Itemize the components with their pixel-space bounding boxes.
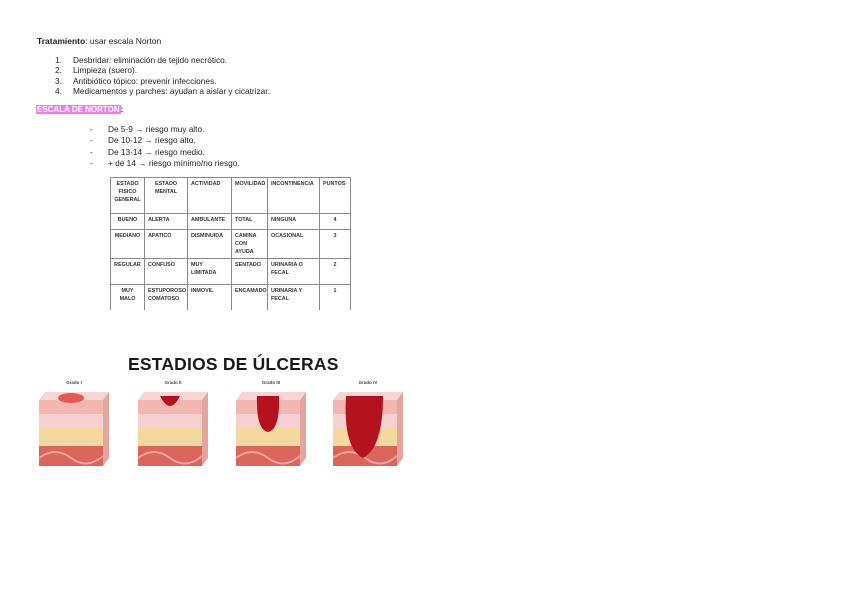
stage-label: Grado I <box>66 380 82 385</box>
heading-suffix: : <box>120 105 124 114</box>
step-number: 3. <box>55 75 62 86</box>
table-cell: SENTADO <box>232 259 268 285</box>
ulcer-stages-title: ESTADIOS DE ÚLCERAS <box>128 354 339 374</box>
step-number: 2. <box>55 65 62 76</box>
table-cell: BUENO <box>111 214 145 230</box>
step-text: Limpieza (suero). <box>73 65 138 76</box>
list-item <box>90 124 240 135</box>
step-text: Desbridar: eliminación de tejido necrótico. <box>73 55 228 65</box>
skin-layers-illustration <box>136 386 210 468</box>
risk-ranges <box>90 124 240 169</box>
table-cell: 2 <box>320 259 351 285</box>
table-header-cell: ESTADO MENTAL <box>145 178 188 214</box>
table-header-cell: MOVILIDAD <box>232 178 268 214</box>
table-cell: 1 <box>320 285 351 311</box>
range-text: De 10-12 → riesgo alto. <box>108 135 196 146</box>
table-cell: OCASIONAL <box>268 230 320 259</box>
table-cell: MUY LIMITADA <box>188 259 232 285</box>
skin-layers-illustration <box>234 386 308 468</box>
list-item <box>90 158 240 169</box>
stage-grade-4 <box>331 380 405 468</box>
list-item <box>37 65 270 75</box>
dash-bullet: - <box>90 157 93 168</box>
treatment-rest: : usar escala Norton <box>85 36 162 46</box>
table-header-cell: ACTIVIDAD <box>188 178 232 214</box>
table-row <box>111 214 351 230</box>
table-cell: 4 <box>320 214 351 230</box>
list-item <box>37 76 270 86</box>
treatment-label: Tratamiento <box>37 36 86 46</box>
skin-layers-illustration <box>331 386 405 468</box>
table-cell: DISMINUIDA <box>188 230 232 259</box>
list-item <box>37 86 270 96</box>
list-item <box>90 147 240 158</box>
table-cell: AMBULANTE <box>188 214 232 230</box>
table-header-cell: INCONTINENCIA <box>268 178 320 214</box>
stage-grade-2 <box>136 380 210 468</box>
table-cell: CONFUSO <box>145 259 188 285</box>
dash-bullet: - <box>90 146 93 157</box>
step-text: Antibiótico tópico: prevenir infecciones. <box>73 75 217 86</box>
norton-table <box>110 177 351 311</box>
table-header-cell: ESTADO FISICO GENERAL <box>111 178 145 214</box>
dash-bullet: - <box>90 135 93 146</box>
range-text: + de 14 → riesgo mínimo/no riesgo. <box>108 157 240 168</box>
step-number: 4. <box>55 86 62 97</box>
table-header-cell: PUNTOS <box>320 178 351 214</box>
table-row <box>111 285 351 311</box>
list-item <box>37 55 270 65</box>
table-header-row <box>111 178 351 214</box>
table-row <box>111 230 351 259</box>
table-cell: INMOVIL <box>188 285 232 311</box>
stage-label: Grado IV <box>358 380 378 385</box>
table-row <box>111 259 351 285</box>
table-cell: ENCAMADO <box>232 285 268 311</box>
stage-label: Grado II <box>164 380 182 385</box>
table-cell: REGULAR <box>111 259 145 285</box>
range-text: De 5-9 → riesgo muy alto. <box>108 124 205 134</box>
table-cell: NINGUNA <box>268 214 320 230</box>
skin-layers-illustration <box>37 386 111 468</box>
stage-label: Grado III <box>261 380 281 385</box>
table-cell: MEDIANO <box>111 230 145 259</box>
treatment-line <box>37 36 161 47</box>
table-cell: 3 <box>320 230 351 259</box>
table-cell: ESTUPOROSO COMATOSO <box>145 285 188 311</box>
step-text: Medicamentos y parches: ayudan a aislar y cicatrizar. <box>73 86 270 97</box>
table-cell: MUY MALO <box>111 285 145 311</box>
stage-grade-3 <box>234 380 308 468</box>
step-number: 1. <box>55 55 62 65</box>
dash-bullet: - <box>90 124 93 134</box>
table-cell: CAMINA CON AYUDA <box>232 230 268 259</box>
table-cell: URINARIA O FECAL <box>268 259 320 285</box>
list-item <box>90 135 240 146</box>
treatment-steps <box>37 55 270 97</box>
table-cell: APATICO <box>145 230 188 259</box>
table-cell: TOTAL <box>232 214 268 230</box>
scale-heading <box>36 104 123 115</box>
table-cell: ALERTA <box>145 214 188 230</box>
highlighted-heading: ESCALA DE NORTON <box>37 105 120 114</box>
table-cell: URINARIA Y FECAL <box>268 285 320 311</box>
range-text: De 13-14 → riesgo medio. <box>108 146 205 157</box>
stage-grade-1 <box>37 380 111 468</box>
table-crop-edge <box>109 310 353 316</box>
